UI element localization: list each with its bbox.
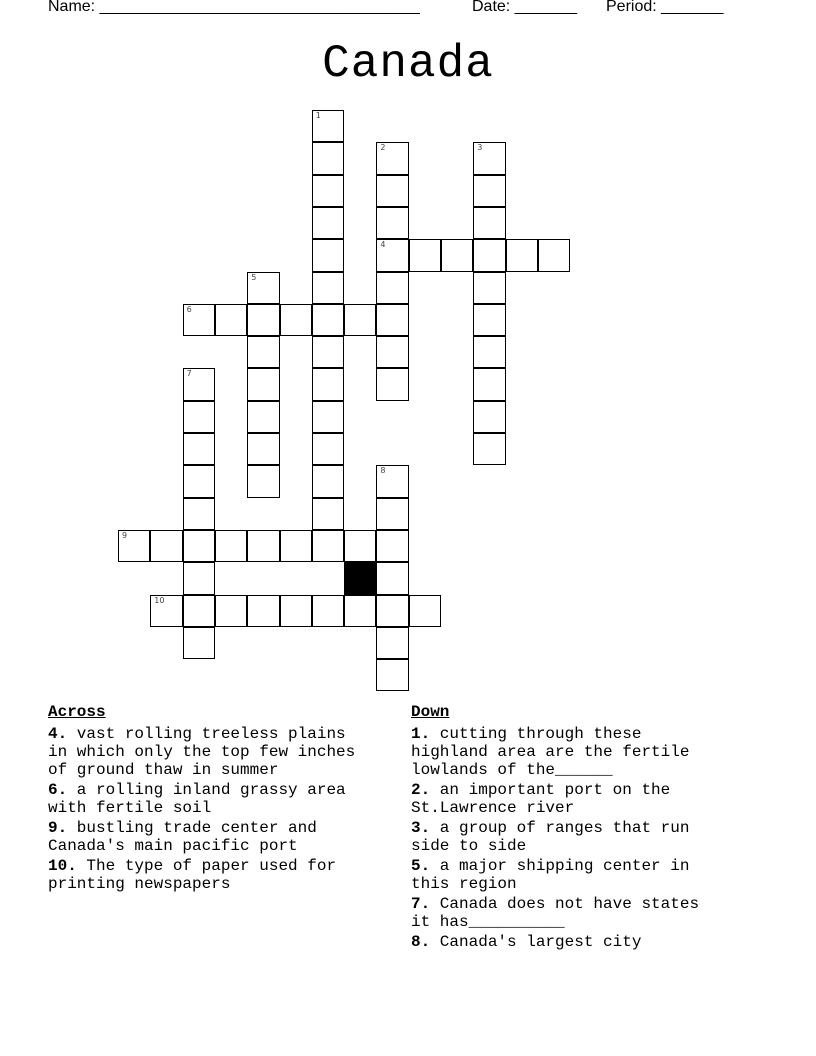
down-clue-2 [411,781,771,817]
crossword-cell[interactable] [312,304,344,336]
crossword-cell[interactable] [312,498,344,530]
crossword-cell[interactable] [473,401,505,433]
crossword-cell[interactable] [215,530,247,562]
clue-number: 9. [48,819,68,837]
crossword-cell[interactable] [247,465,279,497]
clue-number: 3. [411,819,431,837]
across-clues [48,703,408,895]
across-clue-6 [48,781,408,817]
crossword-cell[interactable] [183,465,215,497]
crossword-cell[interactable] [409,595,441,627]
cell-number: 7 [186,369,192,379]
crossword-cell[interactable] [150,530,182,562]
crossword-cell[interactable] [312,272,344,304]
down-heading: Down [411,703,450,721]
crossword-cell[interactable] [183,304,215,336]
crossword-cell[interactable] [473,336,505,368]
across-heading: Across [48,703,106,721]
crossword-cell[interactable] [376,659,408,691]
crossword-cell[interactable] [312,207,344,239]
crossword-cell[interactable] [247,304,279,336]
crossword-cell[interactable] [183,530,215,562]
cell-number: 1 [315,111,321,120]
crossword-cell[interactable] [183,595,215,627]
clue-text: a major shipping center in this region [411,857,690,893]
crossword-cell[interactable] [183,562,215,594]
crossword-cell[interactable] [312,530,344,562]
cell-number: 3 [477,143,483,153]
crossword-cell[interactable] [376,272,408,304]
date-field[interactable]: Date: _______ [472,0,577,15]
crossword-cell[interactable] [376,530,408,562]
across-clue-list [48,725,408,893]
crossword-cell[interactable] [312,368,344,400]
crossword-cell[interactable] [506,239,538,271]
crossword-cell[interactable] [183,433,215,465]
crossword-cell[interactable] [150,595,182,627]
down-clue-1 [411,725,771,779]
crossword-cell[interactable] [312,401,344,433]
crossword-cell[interactable] [376,336,408,368]
crossword-cell[interactable] [538,239,570,271]
crossword-cell[interactable] [247,595,279,627]
crossword-cell[interactable] [312,336,344,368]
crossword-cell[interactable] [376,627,408,659]
crossword-cell[interactable] [473,368,505,400]
crossword-cell[interactable] [183,498,215,530]
name-field[interactable]: Name: ____________________________________ [48,0,420,15]
clue-text: a group of ranges that run side to side [411,819,690,855]
crossword-cell[interactable] [247,401,279,433]
cell-number: 10 [154,595,165,605]
clue-text: bustling trade center and Canada's main pacific port [48,819,317,855]
clue-number: 6. [48,781,68,799]
crossword-cell[interactable] [344,595,376,627]
puzzle-title: Canada [322,38,494,90]
crossword-cell[interactable] [376,207,408,239]
crossword-cell[interactable] [280,530,312,562]
clue-text: Canada's largest city [430,933,642,951]
crossword-cell[interactable] [280,304,312,336]
crossword-cell[interactable] [441,239,473,271]
down-clue-7 [411,895,771,931]
crossword-cell[interactable] [376,465,408,497]
crossword-cell[interactable] [344,530,376,562]
crossword-cell[interactable] [280,595,312,627]
clue-number: 8. [411,933,431,951]
crossword-cell[interactable] [473,433,505,465]
crossword-cell[interactable] [247,272,279,304]
crossword-cell[interactable] [247,433,279,465]
crossword-cell[interactable] [344,304,376,336]
across-clue-10 [48,857,408,893]
crossword-cell[interactable] [473,272,505,304]
clue-text: cutting through these highland area are the fertile lowlands of the______ [411,725,690,779]
crossword-cell[interactable] [376,304,408,336]
cell-number: 2 [380,143,386,153]
blocked-cell [344,562,376,594]
crossword-cell[interactable] [473,142,505,174]
crossword-cell[interactable] [376,368,408,400]
crossword-cell[interactable] [473,207,505,239]
crossword-cell[interactable] [376,239,408,271]
crossword-cell[interactable] [312,142,344,174]
cell-number: 5 [251,272,257,282]
clue-number: 1. [411,725,431,743]
clue-text: The type of paper used for printing newspapers [48,857,337,893]
down-clue-8 [411,933,771,951]
crossword-cell[interactable] [312,110,344,142]
crossword-cell[interactable] [118,530,150,562]
down-clues [411,703,771,953]
crossword-cell[interactable] [247,368,279,400]
clue-number: 10. [48,857,77,875]
clue-text: a rolling inland grassy area with fertile soil [48,781,346,817]
crossword-cell[interactable] [312,595,344,627]
clue-number: 2. [411,781,431,799]
clue-text: vast rolling treeless plains in which only the top few inches of ground thaw in summer [48,725,356,779]
cell-number: 6 [186,304,192,314]
down-clue-list [411,725,771,951]
crossword-cell[interactable] [376,142,408,174]
crossword-cell[interactable] [215,304,247,336]
crossword-cell[interactable] [312,175,344,207]
cell-number: 9 [122,530,128,540]
crossword-cell[interactable] [473,304,505,336]
crossword-cell[interactable] [312,465,344,497]
clue-number: 4. [48,725,68,743]
crossword-cell[interactable] [312,433,344,465]
crossword-cell[interactable] [376,498,408,530]
crossword-cell[interactable] [183,401,215,433]
crossword-cell[interactable] [376,562,408,594]
cell-number: 4 [380,240,386,250]
crossword-cell[interactable] [183,627,215,659]
crossword-cell[interactable] [183,368,215,400]
across-clue-4 [48,725,408,779]
clue-text: an important port on the St.Lawrence river [411,781,671,817]
across-clue-9 [48,819,408,855]
clue-number: 5. [411,857,431,875]
crossword-cell[interactable] [247,530,279,562]
down-clue-5 [411,857,771,893]
crossword-cell[interactable] [312,239,344,271]
clue-text: Canada does not have states it has__________ [411,895,700,931]
crossword-cell[interactable] [215,595,247,627]
crossword-cell[interactable] [376,175,408,207]
cell-number: 8 [380,466,386,476]
crossword-cell[interactable] [409,239,441,271]
crossword-cell[interactable] [473,239,505,271]
clue-number: 7. [411,895,431,913]
crossword-cell[interactable] [247,336,279,368]
down-clue-3 [411,819,771,855]
crossword-cell[interactable] [473,175,505,207]
crossword-cell[interactable] [376,595,408,627]
period-field[interactable]: Period: _______ [606,0,724,15]
